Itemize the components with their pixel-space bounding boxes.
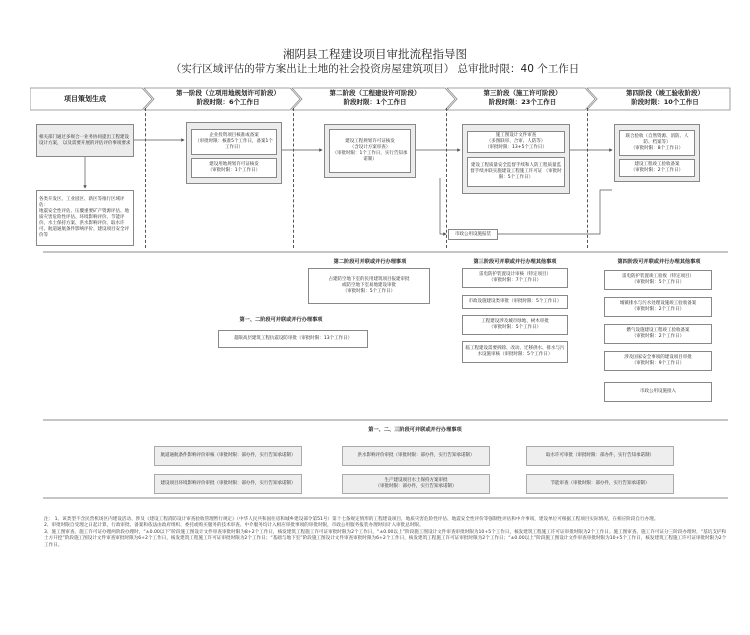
page-subtitle: （实行区域评估的带方案出让土地的社会投资房屋建筑项目） 总审批时限：40 个工作日 xyxy=(170,63,580,75)
planning-box-requirements: 相关部门通过多规合一业务协同提出工程建设设计方案， 以及需要开展的评估评价事项要求 xyxy=(36,124,134,157)
parallel3-title: 第三阶段可并联或并行办理其他事项 xyxy=(473,259,557,265)
parallel123-title: 第一、二、三阶段可并联或并行办理事项 xyxy=(368,427,462,433)
parallel4-title: 第四阶段可并联或并行办理其他事项 xyxy=(617,259,701,265)
parallel4-item: 涉及国家安全事项的建设项目审批 （审批时限：9个工作日） xyxy=(604,351,712,371)
stage3-drawing-review-box: 施工图设计文件审查 （多图联审、合审、人防等） （审批时限：13+5个工作日） xyxy=(467,131,565,153)
phase-3-name: 第三阶段（施工许可阶段） xyxy=(483,89,562,97)
parallel4-item: 燃气设施建设工程竣工验收备案 （审批时限：2个工作日） xyxy=(604,324,712,344)
stage1-approval-box: 企业投资项目核准或备案 （审批时限：核准5个工作日，备案1个工作日） xyxy=(191,129,277,155)
parallel12-seismic-box: 超限高层建筑工程抗震设防审批（审批时限：13个工作日） xyxy=(218,330,368,348)
stage4-filing-box: 建设工程竣工验收备案 （审批时限：2个工作日） xyxy=(619,159,695,177)
phase-2-time: 阶段时限：1个工作日 xyxy=(343,98,407,106)
parallel2-civil-defense-box: 占建防空地下室的民用建筑项目报建审批 或防空地下室易地建设审批 （审批时限：5个工作日） xyxy=(308,268,430,304)
phase-1-name: 第一阶段（立项用地规划许可阶段） xyxy=(176,89,280,97)
public-utility-box: 市政公用设施报装 xyxy=(448,229,498,240)
page-title: 湘阴县工程建设项目审批流程指导图 xyxy=(283,47,467,61)
parallel3-item: 雷电防护装置设计审核（特定项目） （审批时限：7个工作日） xyxy=(462,268,568,288)
phase-1-time: 阶段时限：6个工作日 xyxy=(196,98,260,106)
parallel4-item: 雷电防护装置竣工验收（特定项目） （审批时限：5个工作日） xyxy=(604,270,712,290)
parallel123-item: 生产建设项目水土保持方案审批 （审批时限：部办件，实行告知承诺制） xyxy=(342,474,490,494)
parallel123-item: 节能审查（审批时限：部办件，实行告知承诺制） xyxy=(526,474,674,494)
planning-box-regional-assessment: 各类开发区、工业园区、新区等推行区域评估： 地震安全性评估、压覆重要矿产资源评估、地质灾害危险性评估、环境影响评价、节能评价、水土保持方案、洪水影响评价、取水许可、航道通航条件影响评价、建设项目安全评价等 xyxy=(36,190,134,246)
stage2-planning-permit-box: 建设工程规划许可证核发 （含设计方案审查） （审批时限：1个工作日，实行告知承诺制） xyxy=(329,129,411,173)
parallel123-item: 建设项目环境影响评价审批（审批时限：部办件，实行告知承诺制） xyxy=(154,474,302,494)
parallel3-item: 工程建设涉及城市绿地、树木审批 （审批时限：5个工作日） xyxy=(462,315,568,335)
parallel123-item: 取水许可审批（审批时限：部办件，实行告知承诺制） xyxy=(526,446,674,466)
stage3-construction-permit-box: 建设工程质量安全监督手续和人防工程质量监督手续并联实施建设工程施工许可证 （审批时限：5个工作日） xyxy=(467,157,565,187)
note-2: 2、审批时限自受理之日起计算，行政审批、备案和依法由政府组织、委托或购买服务的技术审查、中介服务均计入相应审批事项的审批时限，市政公用服务报装办理时间计入审批总时限。 xyxy=(44,523,424,529)
phase-0-label: 项目策划生成 xyxy=(64,95,106,103)
stage1-land-permit-box: 建设用地规划许可证核发 （审批时限：1个工作日） xyxy=(191,158,277,178)
note-1: 注： 1、该类型不含民营机场区内建设活动、涉及《建设工程消防设计审查验收管理暂行规定》（中华人民共和国住房和城乡建设部令第51号）第十七条规定情形的工程建设项目，地质灾害危险性评估、地震安全性评价等强制性评估和中介事项，建设单位可根据工程项目实际情况，在相应阶段自行办理。 xyxy=(44,517,659,522)
parallel3-item: 市政设施建设类审批（审批时限：5个工作日） xyxy=(462,295,568,309)
phase-4-time: 阶段时限：10个工作日 xyxy=(631,98,699,106)
notes xyxy=(44,517,728,549)
phase-3-time: 阶段时限：23个工作日 xyxy=(488,98,557,106)
phase-4-name: 第四阶段（竣工验收阶段） xyxy=(626,89,704,97)
parallel123-item: 航道通航条件影响评价审核（审批时限：部办件，实行告知承诺制） xyxy=(154,446,302,466)
note-3: 3、施工图审查、施工许可证办理两阶段办理时，“±0.00以下”阶段施工图设计文件审查审批时限为8+2个工作日，核发建筑工程施工许可证审批时限为2个工作日，“±0.00以上”阶段施工图设计文件审查审批时限为10+5个工作日，核发建筑工程施工许可证审批时限为2个工作日。施工图审查、施工许可证分三阶段办理时，“基坑支护和土方开挖”阶段施工图设计文件审查审批时限为6+2个工作日，核发建筑工程施工许可证审批时限为2个工作日；“基础与地下室”阶段施工图设计文件审查审批时限为6+2个工作日，核发建筑工程施工许可证审批时限为2个工作日；“±0.00以上”阶段施工图设计文件审查审批时限为10+5个工作日，核发建筑工程施工许可证审批时限为2个工作日。 xyxy=(44,529,727,548)
parallel4-item: 城镇排水与污水处理设施竣工验收备案 （审批时限：2个工作日） xyxy=(604,297,712,317)
parallel2-title: 第二阶段可并联或并行办理事项 xyxy=(333,259,407,265)
parallel123-item: 洪水影响评价审批（审批时限：部办件，实行告知承诺制） xyxy=(342,446,490,466)
parallel4-item: 市政公用设施接入 xyxy=(604,382,712,402)
phase-2-name: 第二阶段（工程建设许可阶段） xyxy=(329,89,421,97)
parallel3-item: 临工程建设需要拆除、改动、迁移供水、排水与污水设施审核（审批时限：5个工作日） xyxy=(462,341,568,363)
stage4-joint-acceptance-box: 联合验收（自然资源、消防、人防、档案等） （审批时限：8个工作日） xyxy=(619,130,695,156)
parallel12-title: 第一、二阶段可并联或并行办理事项 xyxy=(239,317,323,323)
